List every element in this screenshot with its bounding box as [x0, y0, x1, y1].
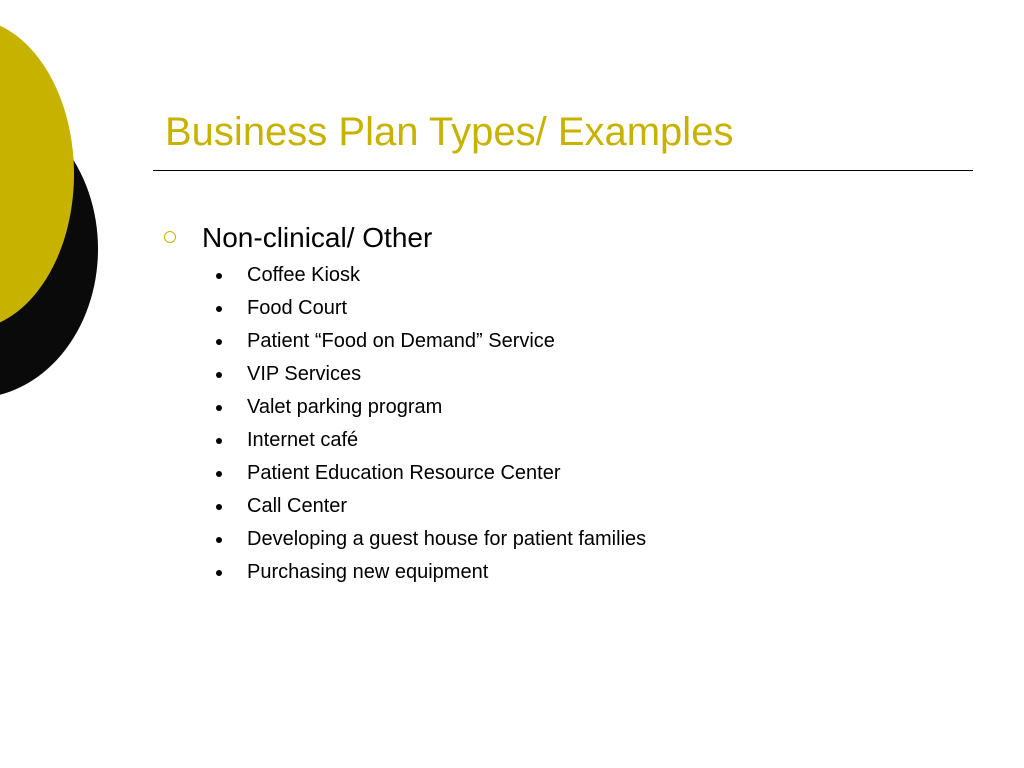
bullet-dot-icon — [216, 537, 222, 543]
bullet-dot-icon — [216, 372, 222, 378]
list-item — [162, 391, 982, 424]
hollow-circle-bullet-icon — [164, 231, 176, 243]
list-item — [162, 358, 982, 391]
slide-content — [162, 218, 982, 589]
list-item — [162, 523, 982, 556]
list-item-text: VIP Services — [247, 363, 362, 385]
list-item — [162, 325, 982, 358]
list-item-text: Developing a guest house for patient families — [247, 528, 647, 550]
list-item — [162, 490, 982, 523]
bullet-dot-icon — [216, 306, 222, 312]
list-item-text: Purchasing new equipment — [247, 561, 489, 583]
list-item-text: Food Court — [247, 297, 348, 319]
section-heading-text: Non-clinical/ Other — [202, 222, 433, 253]
bullet-dot-icon — [216, 570, 222, 576]
example-list — [162, 259, 982, 589]
list-item — [162, 292, 982, 325]
list-item-text: Coffee Kiosk — [247, 264, 361, 286]
bullet-dot-icon — [216, 339, 222, 345]
list-item — [162, 556, 982, 589]
list-item-text: Patient “Food on Demand” Service — [247, 330, 555, 352]
bullet-dot-icon — [216, 438, 222, 444]
section-heading-item — [162, 218, 982, 258]
list-item-text: Valet parking program — [247, 396, 443, 418]
list-item-text: Call Center — [247, 495, 348, 517]
list-item — [162, 259, 982, 292]
bullet-dot-icon — [216, 471, 222, 477]
bullet-dot-icon — [216, 273, 222, 279]
list-item — [162, 457, 982, 490]
bullet-dot-icon — [216, 504, 222, 510]
list-item-text: Internet café — [247, 429, 359, 451]
slide-title: Business Plan Types/ Examples — [165, 110, 734, 154]
title-divider — [153, 170, 973, 171]
list-item — [162, 424, 982, 457]
bullet-dot-icon — [216, 405, 222, 411]
list-item-text: Patient Education Resource Center — [247, 462, 561, 484]
